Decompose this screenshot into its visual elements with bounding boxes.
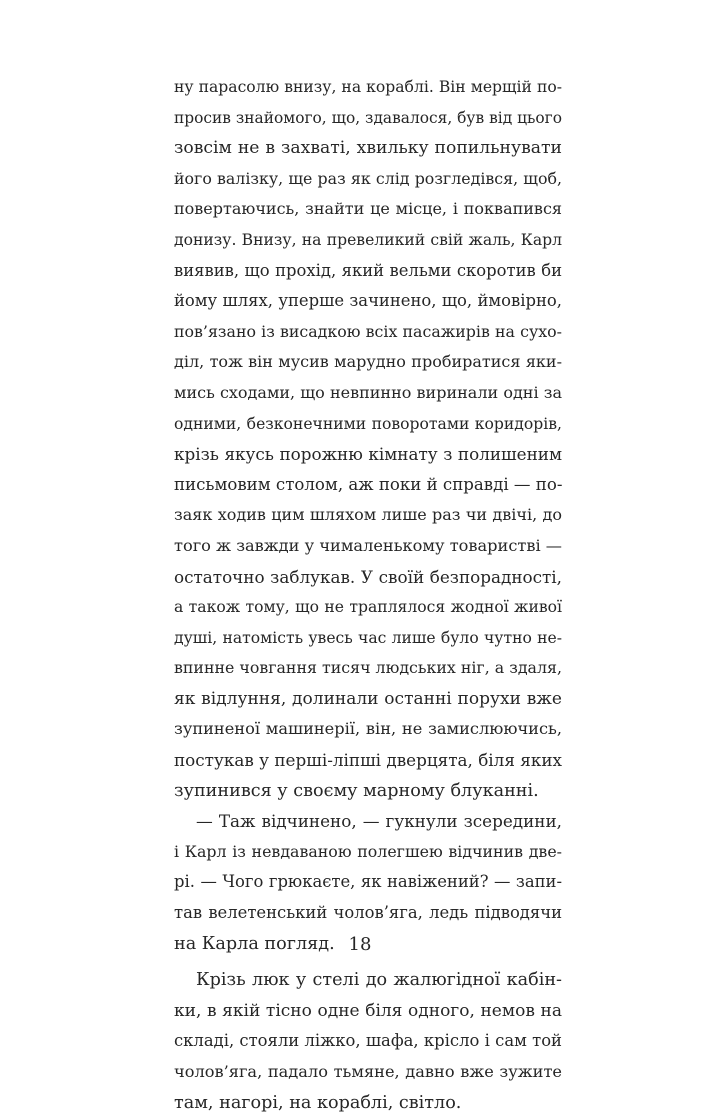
text-line: ну парасолю внизу, на кораблі. Він мерщій по- [174,78,562,96]
text-line: на Карла погляд. [174,933,335,954]
text-line: рі. — Чого грюкаєте, як навіжений? — запи- [174,872,562,892]
text-line: Крізь люк у стелі до жалюгідної кабін- [196,970,562,991]
text-line: — Таж відчинено, — гукнули зсередини, [196,811,562,832]
paragraph-3 [174,965,562,1118]
text-line: письмовим столом, аж поки й справді — по- [174,474,563,494]
text-line: його валізку, ще раз як слід розгледівся, щоб, [174,168,562,188]
text-line: постукав у перші-ліпші дверцята, біля яких [174,750,562,771]
text-line: мись сходами, що невпинно виринали одні за [174,382,562,402]
text-line: душі, натомість увесь час лише було чутно не- [174,628,562,647]
body-text [174,72,562,1118]
text-line: тав велетенський чолов’яга, ледь підводячи [174,903,562,923]
text-line: повертаючись, знайти це місце, і поквапився [174,199,562,219]
text-line: зовсім не в захваті, хвильку попильнувати [174,138,562,159]
text-line: крізь якусь порожню кімнату з полишеним [174,444,562,465]
text-line: як відлуння, долинали останні порухи вже [174,688,562,709]
text-line: одними, безконечними поворотами коридорів, [174,414,562,433]
text-line: а також тому, що не траплялося жодної живої [174,598,562,617]
text-line: чолов’яга, падало тьмяне, давно вже зужите [174,1062,562,1081]
text-line: там, нагорі, на кораблі, світло. [174,1092,462,1113]
page-number: 18 [348,934,372,955]
text-line: зупиненої машинерії, він, не замислюючись, [174,719,562,739]
text-line: йому шлях, уперше зачинено, що, ймовірно, [174,291,562,311]
text-line: діл, тож він мусив марудно пробиратися яки- [174,352,562,372]
text-line: виявив, що прохід, який вельми скоротив би [174,260,562,280]
text-line: того ж завжди у чималенькому товаристві — [174,535,562,555]
text-line: складі, стояли ліжко, шафа, крісло і сам той [174,1031,562,1051]
text-line: донизу. Внизу, на превеликий свій жаль, Карл [174,230,562,249]
text-line: ки, в якій тісно одне біля одного, немов на [174,1000,562,1021]
text-line: заяк ходив цим шляхом лише раз чи двічі, до [174,505,562,525]
text-line: зупинився у своєму марному блуканні. [174,780,539,801]
text-line: і Карл із невдаваною полегшею відчинив две- [174,841,562,861]
text-line: впинне човгання тисяч людських ніг, а здаля, [174,658,562,678]
text-line: просив знайомого, що, здавалося, був від цього [174,108,562,127]
text-line: пов’язано із висадкою всіх пасажирів на сухо- [174,321,562,341]
text-line: остаточно заблукав. У своїй безпорадності, [174,566,562,587]
paragraph-1 [174,72,562,806]
